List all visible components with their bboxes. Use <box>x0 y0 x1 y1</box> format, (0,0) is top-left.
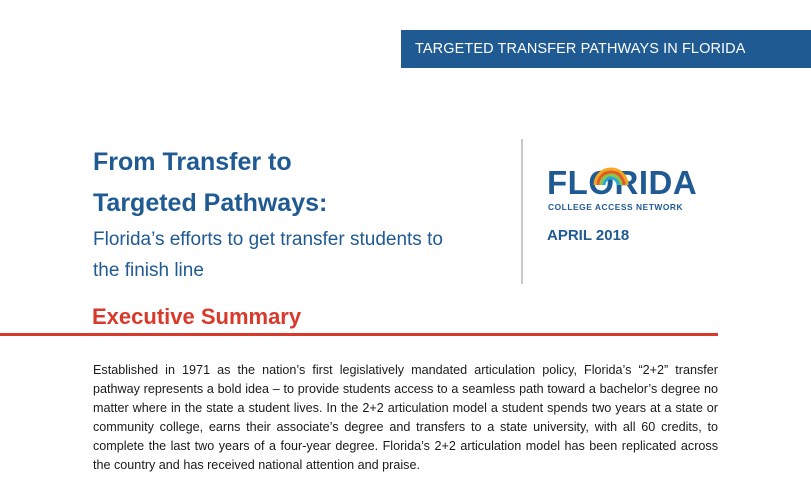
section-rule <box>0 333 718 336</box>
title-line-1: From Transfer to <box>93 148 292 176</box>
header-banner <box>401 30 811 68</box>
vertical-divider <box>521 139 523 284</box>
banner-text: TARGETED TRANSFER PATHWAYS IN FLORIDA <box>415 41 746 57</box>
subtitle-line-2: the finish line <box>93 260 204 281</box>
title-line-2: Targeted Pathways: <box>93 189 328 217</box>
summary-paragraph: Established in 1971 as the nation’s first legislatively mandated articulation policy, Florida’s “2+2” transfer pathway represents a bold idea – to provide students access to a seamless path toward a bachelor’s degree no matter where in the state a student lives. In the 2+2 articulation model a student spends two years at a state or community college, earns their associate’s degree and transfers to a state university, with all 60 credits, to complete the last two years of a four-year degree. Florida’s 2+2 articulation model has been replicated across the country and has received national attention and praise. <box>93 363 718 472</box>
publication-date: APRIL 2018 <box>547 227 630 244</box>
logo-wordmark: FLORIDA <box>547 164 698 201</box>
florida-college-access-network-logo <box>547 166 727 216</box>
logo-tagline: COLLEGE ACCESS NETWORK <box>548 202 684 212</box>
section-heading: Executive Summary <box>92 304 302 329</box>
document-title <box>93 142 513 224</box>
rainbow-arc-icon <box>591 163 631 185</box>
subtitle-line-1: Florida’s efforts to get transfer students to <box>93 229 443 250</box>
document-subtitle <box>93 224 513 286</box>
